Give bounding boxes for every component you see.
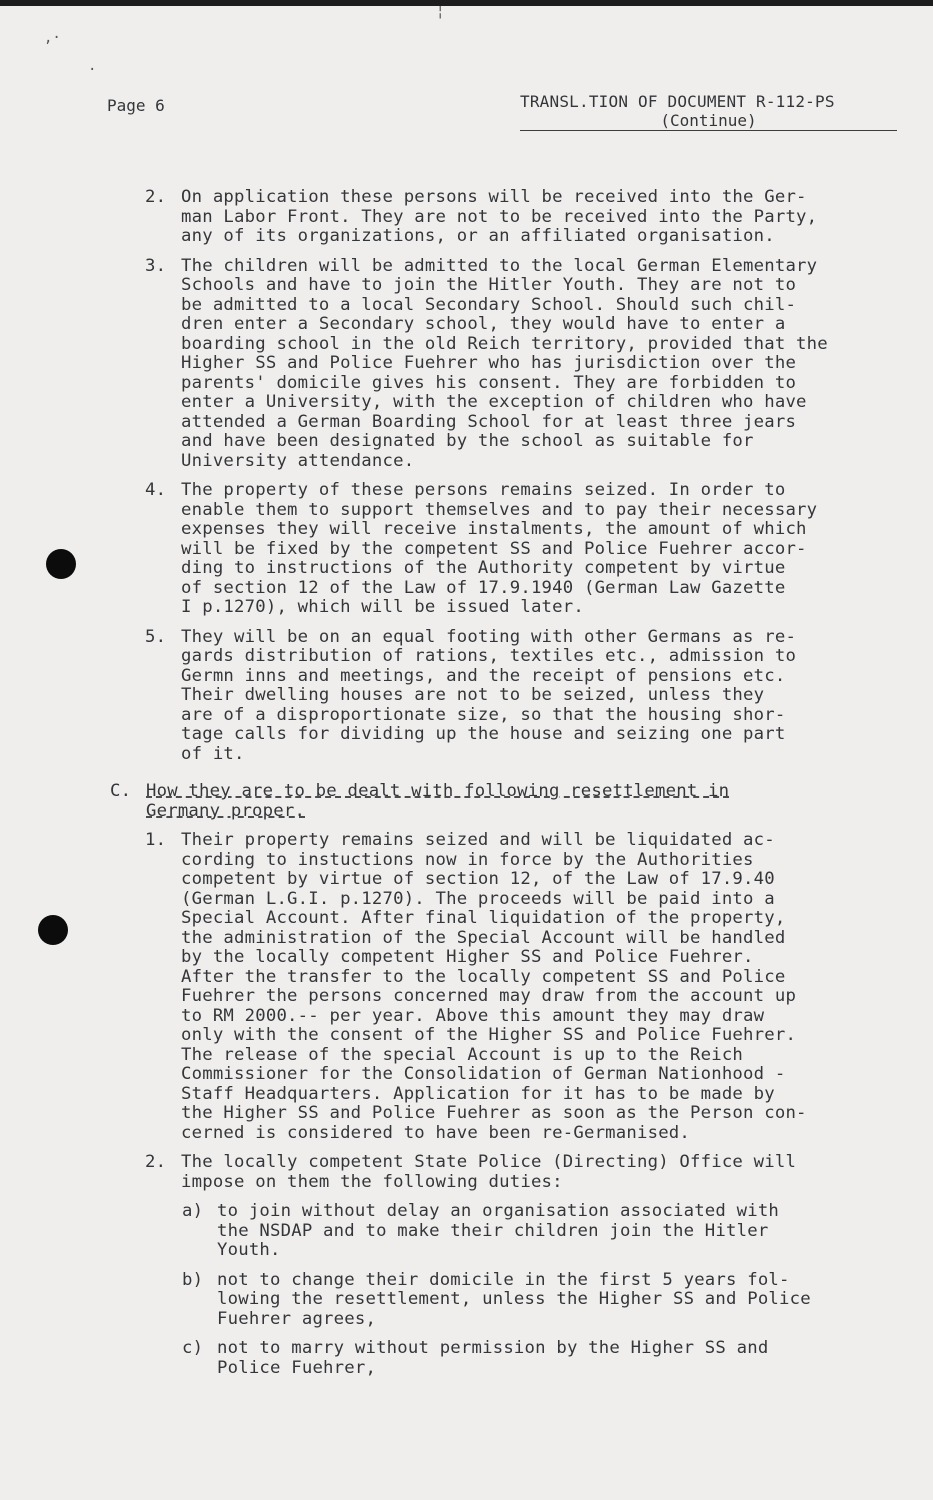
duty-letter: b) <box>182 1269 204 1290</box>
paragraph-b3 <box>110 257 895 472</box>
text-line: man Labor Front. They are not to be received into the Party, <box>181 206 818 227</box>
document-body <box>110 188 895 1388</box>
text-line: of it. <box>181 743 245 764</box>
text-line: to RM 2000.-- per year. Above this amount they may draw <box>181 1005 765 1026</box>
paragraph-b4 <box>110 481 895 618</box>
text-line: tage calls for dividing up the house and seizing one part <box>181 724 786 744</box>
duty-b <box>110 1271 895 1330</box>
text-line: the administration of the Special Account will be handled <box>181 927 786 948</box>
text-line: Fuehrer agrees, <box>217 1308 377 1329</box>
text-line: ding to instructions of the Authority competent by virtue <box>181 558 786 578</box>
paragraph-c2 <box>110 1153 895 1192</box>
section-number: C. <box>110 781 132 801</box>
text-line: of section 12 of the Law of 17.9.1940 (German Law Gazette <box>181 577 786 598</box>
duty-letter: c) <box>182 1338 204 1358</box>
text-line: The release of the special Account is up to the Reich <box>181 1044 744 1065</box>
text-line: Special Account. After final liquidation of the property, <box>181 908 786 928</box>
text-line: cording to instuctions now in force by the Authorities <box>181 849 754 870</box>
text-line: After the transfer to the locally competent SS and Police <box>181 966 786 987</box>
paragraph-b5 <box>110 628 895 765</box>
text-line: competent by virtue of section 12, of the Law of 17.9.40 <box>181 869 775 889</box>
text-line: Schools and have to join the Hitler Youth. They are not to <box>181 275 797 295</box>
text-line: Commissioner for the Consolidation of German Nationhood - <box>181 1064 786 1084</box>
text-line: boarding school in the old Reich territory, provided that the <box>181 333 828 354</box>
text-line: lowing the resettlement, unless the Higher SS and Police <box>217 1289 811 1309</box>
text-line: Youth. <box>217 1240 281 1260</box>
duty-letter: a) <box>182 1201 204 1221</box>
text-line: by the locally competent Higher SS and Police Fuehrer. <box>181 947 754 967</box>
text-line: impose on them the following duties: <box>181 1171 563 1192</box>
text-line: any of its organizations, or an affiliated organisation. <box>181 226 775 246</box>
text-line: the Higher SS and Police Fuehrer as soon as the Person con- <box>181 1103 807 1123</box>
text-line: Fuehrer the persons concerned may draw from the account up <box>181 986 797 1006</box>
text-line: enter a University, with the exception of children who have <box>181 392 807 412</box>
text-line: Staff Headquarters. Application for it has to be made by <box>181 1083 775 1104</box>
section-c-heading <box>110 782 895 821</box>
document-title: TRANSL.TION OF DOCUMENT R-112-PS <box>520 92 835 111</box>
text-line: gards distribution of rations, textiles etc., admission to <box>181 646 797 666</box>
text-line: Germn inns and meetings, and the receipt of pensions etc. <box>181 665 786 686</box>
duty-a <box>110 1202 895 1261</box>
text-line: Higher SS and Police Fuehrer who has jurisdiction over the <box>181 353 797 373</box>
duty-c <box>110 1339 895 1378</box>
page-number: Page 6 <box>107 96 165 115</box>
text-line: enable them to support themselves and to pay their necessary <box>181 499 818 520</box>
text-line: They will be on an equal footing with other Germans as re- <box>181 626 797 647</box>
text-line: University attendance. <box>181 450 415 471</box>
paragraph-number: 4. <box>145 480 167 500</box>
text-line: the NSDAP and to make their children join the Hitler <box>217 1220 769 1241</box>
text-line: The children will be admitted to the local German Elementary <box>181 255 818 276</box>
text-line: not to marry without permission by the Higher SS and <box>217 1338 769 1358</box>
paragraph-number: 2. <box>145 187 167 207</box>
punch-hole <box>46 549 76 579</box>
scan-mark: . <box>88 58 97 74</box>
paragraph-number: 3. <box>145 255 167 276</box>
paragraph-number: 2. <box>145 1152 167 1172</box>
text-line: The locally competent State Police (Directing) Office will <box>181 1152 797 1172</box>
text-line: Their dwelling houses are not to be seized, unless they <box>181 685 765 705</box>
text-line: not to change their domicile in the first 5 years fol- <box>217 1269 790 1290</box>
text-line: dren enter a Secondary school, they would have to enter a <box>181 314 786 334</box>
text-line: are of a disproportionate size, so that the housing shor- <box>181 704 786 725</box>
text-line: (German L.G.I. p.1270). The proceeds will be paid into a <box>181 888 775 909</box>
text-line: to join without delay an organisation associated with <box>217 1201 780 1221</box>
document-subtitle: (Continue) <box>520 112 897 131</box>
punch-hole <box>38 915 68 945</box>
text-line: will be fixed by the competent SS and Police Fuehrer accor- <box>181 538 807 559</box>
text-line: cerned is considered to have been re-Germanised. <box>181 1122 691 1143</box>
paragraph-c1 <box>110 831 895 1143</box>
text-line: Their property remains seized and will be liquidated ac- <box>181 830 775 850</box>
text-line: attended a German Boarding School for at least three jears <box>181 411 797 432</box>
text-line: The property of these persons remains seized. In order to <box>181 480 786 500</box>
text-line: parents' domicile gives his consent. They are forbidden to <box>181 372 797 393</box>
text-line: Police Fuehrer, <box>217 1357 377 1378</box>
text-line: expenses they will receive instalments, the amount of which <box>181 519 807 539</box>
paragraph-number: 5. <box>145 626 167 647</box>
section-heading-line: Germany proper. <box>146 800 306 821</box>
scan-mark: ¦ <box>436 4 445 20</box>
paragraph-b2 <box>110 188 895 247</box>
text-line: I p.1270), which will be issued later. <box>181 597 584 617</box>
text-line: only with the consent of the Higher SS and Police Fuehrer. <box>181 1025 797 1045</box>
scan-mark: ,· <box>44 30 61 46</box>
paragraph-number: 1. <box>145 830 167 850</box>
text-line: and have been designated by the school as suitable for <box>181 431 754 451</box>
text-line: be admitted to a local Secondary School. Should such chil- <box>181 294 797 315</box>
section-heading-line: How they are to be dealt with following resettlement in <box>146 781 730 801</box>
scan-edge <box>0 0 933 6</box>
text-line: On application these persons will be received into the Ger- <box>181 187 807 207</box>
